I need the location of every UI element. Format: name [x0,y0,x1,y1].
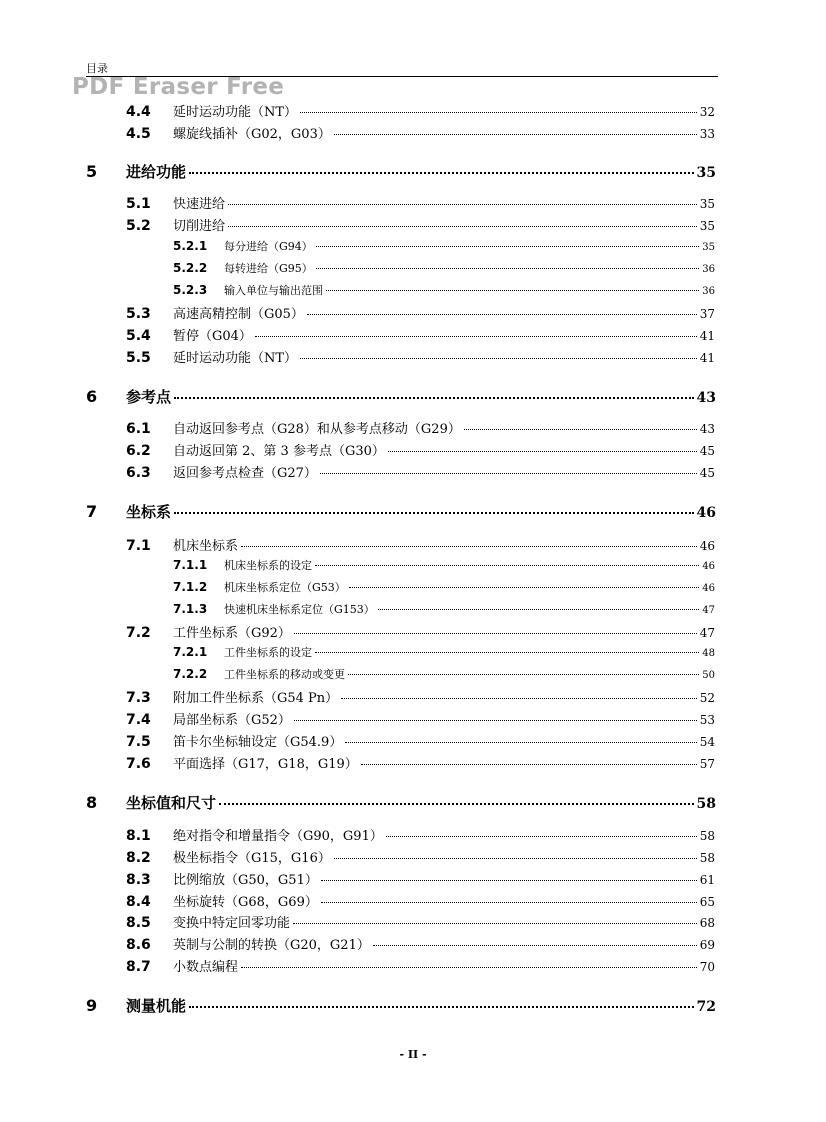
dot-leader [373,945,697,946]
dot-leader [349,587,699,588]
toc-entry-page: 46 [702,561,715,572]
dot-leader [228,204,697,205]
toc-entry-5-2-2[interactable] [173,260,715,276]
toc-entry-number: 7.2 [126,625,151,641]
toc-entry-8[interactable] [86,792,716,813]
dot-leader [219,803,694,805]
dot-leader [174,397,694,399]
toc-entry-7-1-3[interactable] [173,601,715,617]
toc-entry-5-2-1[interactable] [173,238,715,254]
toc-entry-7-1[interactable] [126,535,715,554]
toc-entry-page: 54 [699,735,715,749]
toc-entry-8-2[interactable] [126,847,715,866]
toc-entry-page: 41 [699,351,715,365]
dot-leader [294,633,697,634]
toc-entry-8-3[interactable] [126,869,715,888]
toc-entry-title: 延时运动功能（NT） [173,351,298,366]
toc-entry-number: 9 [86,996,98,1015]
toc-entry-5-2-3[interactable] [173,282,715,298]
toc-entry-number: 8.2 [126,850,151,866]
toc-entry-number: 7.5 [126,734,151,750]
toc-entry-title: 平面选择（G17，G18，G19） [173,757,358,772]
toc-entry-number: 4.4 [126,104,151,120]
toc-entry-title: 返回参考点检查（G27） [173,466,317,481]
toc-entry-9[interactable] [86,995,716,1016]
toc-entry-number: 8 [86,793,98,812]
toc-entry-title: 英制与公制的转换（G20，G21） [173,938,370,953]
toc-entry-7-6[interactable] [126,753,715,772]
toc-entry-title: 螺旋线插补（G02，G03） [173,127,331,142]
toc-entry-title: 快速进给 [173,197,226,212]
toc-entry-title: 机床坐标系定位（G53） [224,581,346,594]
toc-entry-title: 每转进给（G95） [224,262,313,275]
toc-entry-5[interactable] [86,161,716,182]
toc-entry-8-6[interactable] [126,934,715,953]
dot-leader [345,742,696,743]
dot-leader [315,652,699,653]
dot-leader [189,172,694,174]
toc-entry-4-5[interactable] [126,123,715,142]
toc-entry-title: 高速高精控制（G05） [173,307,304,322]
toc-entry-title: 每分进给（G94） [224,240,313,253]
toc-entry-page: 35 [696,165,716,181]
toc-entry-5-1[interactable] [126,193,715,212]
toc-entry-4-4[interactable] [126,101,715,120]
toc-entry-page: 58 [696,796,716,812]
toc-entry-title: 工件坐标系的设定 [224,646,312,659]
dot-leader [241,546,697,547]
toc-entry-title: 暂停（G04） [173,329,252,344]
toc-entry-page: 70 [699,960,715,974]
toc-entry-7-4[interactable] [126,709,715,728]
toc-entry-6[interactable] [86,386,716,407]
toc-entry-number: 6 [86,387,98,406]
dot-leader [320,473,697,474]
toc-entry-title: 快速机床坐标系定位（G153） [224,603,375,616]
toc-entry-page: 32 [699,105,715,119]
toc-entry-title: 坐标值和尺寸 [126,794,217,812]
dot-leader [388,451,697,452]
toc-entry-title: 测量机能 [126,997,187,1015]
dot-leader [294,720,697,721]
toc-entry-number: 7.1.3 [173,602,208,616]
toc-entry-number: 8.4 [126,894,151,910]
dot-leader [307,314,697,315]
toc-entry-7[interactable] [86,501,716,522]
dot-leader [241,967,697,968]
dot-leader [315,565,699,566]
toc-entry-number: 5.1 [126,196,151,212]
toc-entry-7-2-1[interactable] [173,644,715,660]
dot-leader [300,358,697,359]
toc-entry-number: 8.6 [126,937,151,953]
toc-entry-number: 8.7 [126,959,151,975]
toc-entry-page: 72 [696,999,716,1015]
toc-entry-title: 工件坐标系的移动或变更 [224,668,345,681]
toc-entry-number: 5.4 [126,328,151,344]
dot-leader [255,336,697,337]
toc-entry-number: 6.1 [126,421,151,437]
toc-entry-number: 7.1.2 [173,580,208,594]
toc-entry-page: 61 [699,873,715,887]
toc-entry-number: 7.1.1 [173,558,208,572]
dot-leader [464,429,697,430]
toc-entry-page: 37 [699,307,715,321]
toc-entry-6-2[interactable] [126,440,715,459]
toc-entry-page: 43 [699,422,715,436]
dot-leader [386,836,697,837]
toc-entry-6-3[interactable] [126,462,715,481]
toc-entry-title: 坐标旋转（G68，G69） [173,895,318,910]
toc-entry-6-1[interactable] [126,418,715,437]
toc-entry-7-5[interactable] [126,731,715,750]
toc-entry-7-2[interactable] [126,622,715,641]
toc-entry-page: 53 [699,713,715,727]
toc-entry-page: 45 [699,466,715,480]
toc-entry-title: 附加工件坐标系（G54 Pn） [173,691,339,706]
dot-leader [174,512,694,514]
toc-entry-page: 50 [702,670,715,681]
toc-entry-page: 33 [699,127,715,141]
toc-entry-title: 参考点 [126,388,172,406]
toc-entry-title: 小数点编程 [173,960,239,975]
toc-entry-number: 8.5 [126,915,151,931]
dot-leader [378,609,699,610]
toc-entry-number: 7.2.2 [173,667,208,681]
toc-entry-number: 7.3 [126,690,151,706]
dot-leader [341,698,697,699]
toc-entry-page: 58 [699,851,715,865]
toc-entry-title: 局部坐标系（G52） [173,713,291,728]
toc-entry-title: 自动返回参考点（G28）和从参考点移动（G29） [173,422,461,437]
toc-entry-7-1-1[interactable] [173,557,715,573]
toc-entry-number: 5.3 [126,306,151,322]
dot-leader [321,902,697,903]
toc-entry-title: 输入单位与输出范围 [224,284,323,297]
toc-entry-5-2[interactable] [126,215,715,234]
toc-entry-7-3[interactable] [126,687,715,706]
toc-entry-title: 坐标系 [126,503,172,521]
dot-leader [348,674,699,675]
toc-entry-number: 8.3 [126,872,151,888]
watermark-logo: PDF Eraser Free [72,74,285,100]
toc-entry-5-4[interactable] [126,325,715,344]
toc-entry-title: 机床坐标系 [173,539,239,554]
toc-entry-number: 6.2 [126,443,151,459]
toc-entry-title: 极坐标指令（G15，G16） [173,851,331,866]
toc-entry-title: 比例缩放（G50，G51） [173,873,318,888]
toc-entry-number: 5.2 [126,218,151,234]
toc-entry-7-2-2[interactable] [173,666,715,682]
toc-entry-title: 工件坐标系（G92） [173,626,291,641]
toc-entry-page: 35 [699,197,715,211]
toc-entry-page: 41 [699,329,715,343]
toc-entry-title: 变换中特定回零功能 [173,916,291,931]
toc-entry-number: 7.6 [126,756,151,772]
toc-entry-page: 43 [696,390,716,406]
dot-leader [334,858,697,859]
toc-entry-page: 46 [696,505,716,521]
toc-entry-page: 69 [699,938,715,952]
toc-entry-number: 4.5 [126,126,151,142]
toc-entry-title: 笛卡尔坐标轴设定（G54.9） [173,735,343,750]
toc-entry-page: 57 [699,757,715,771]
toc-entry-page: 52 [699,691,715,705]
dot-leader [321,880,697,881]
toc-entry-number: 5.2.1 [173,239,208,253]
toc-entry-number: 7.2.1 [173,645,208,659]
dot-leader [293,923,697,924]
toc-entry-8-1[interactable] [126,825,715,844]
toc-entry-number: 8.1 [126,828,151,844]
dot-leader [334,134,697,135]
toc-entry-number: 5.2.3 [173,283,208,297]
toc-entry-page: 47 [699,626,715,640]
toc-entry-number: 7.4 [126,712,151,728]
toc-entry-title: 切削进给 [173,219,226,234]
toc-entry-page: 35 [699,219,715,233]
toc-entry-title: 自动返回第 2、第 3 参考点（G30） [173,444,385,459]
toc-entry-number: 5 [86,162,98,181]
toc-entry-8-7[interactable] [126,956,715,975]
toc-entry-number: 5.2.2 [173,261,208,275]
toc-entry-8-5[interactable] [126,912,715,931]
toc-entry-title: 进给功能 [126,163,187,181]
header-section-label: 目录 [86,62,108,75]
toc-entry-number: 7 [86,502,98,521]
toc-entry-number: 5.5 [126,350,151,366]
toc-entry-7-1-2[interactable] [173,579,715,595]
dot-leader [300,112,697,113]
toc-entry-page: 48 [702,648,715,659]
dot-leader [316,268,699,269]
page-number: - II - [399,1048,427,1061]
toc-entry-page: 68 [699,916,715,930]
dot-leader [228,226,697,227]
toc-entry-5-3[interactable] [126,303,715,322]
dot-leader [361,764,697,765]
toc-entry-number: 7.1 [126,538,151,554]
dot-leader [326,290,699,291]
dot-leader [189,1006,694,1008]
toc-entry-page: 58 [699,829,715,843]
toc-entry-title: 绝对指令和增量指令（G90，G91） [173,829,383,844]
toc-entry-title: 延时运动功能（NT） [173,105,298,120]
toc-entry-5-5[interactable] [126,347,715,366]
toc-entry-page: 65 [699,895,715,909]
toc-entry-page: 36 [702,286,715,297]
dot-leader [316,246,699,247]
toc-entry-page: 47 [702,605,715,616]
toc-entry-8-4[interactable] [126,891,715,910]
toc-entry-number: 6.3 [126,465,151,481]
toc-entry-page: 45 [699,444,715,458]
toc-entry-page: 46 [699,539,715,553]
toc-entry-page: 35 [702,242,715,253]
toc-entry-page: 36 [702,264,715,275]
toc-entry-title: 机床坐标系的设定 [224,559,312,572]
toc-entry-page: 46 [702,583,715,594]
